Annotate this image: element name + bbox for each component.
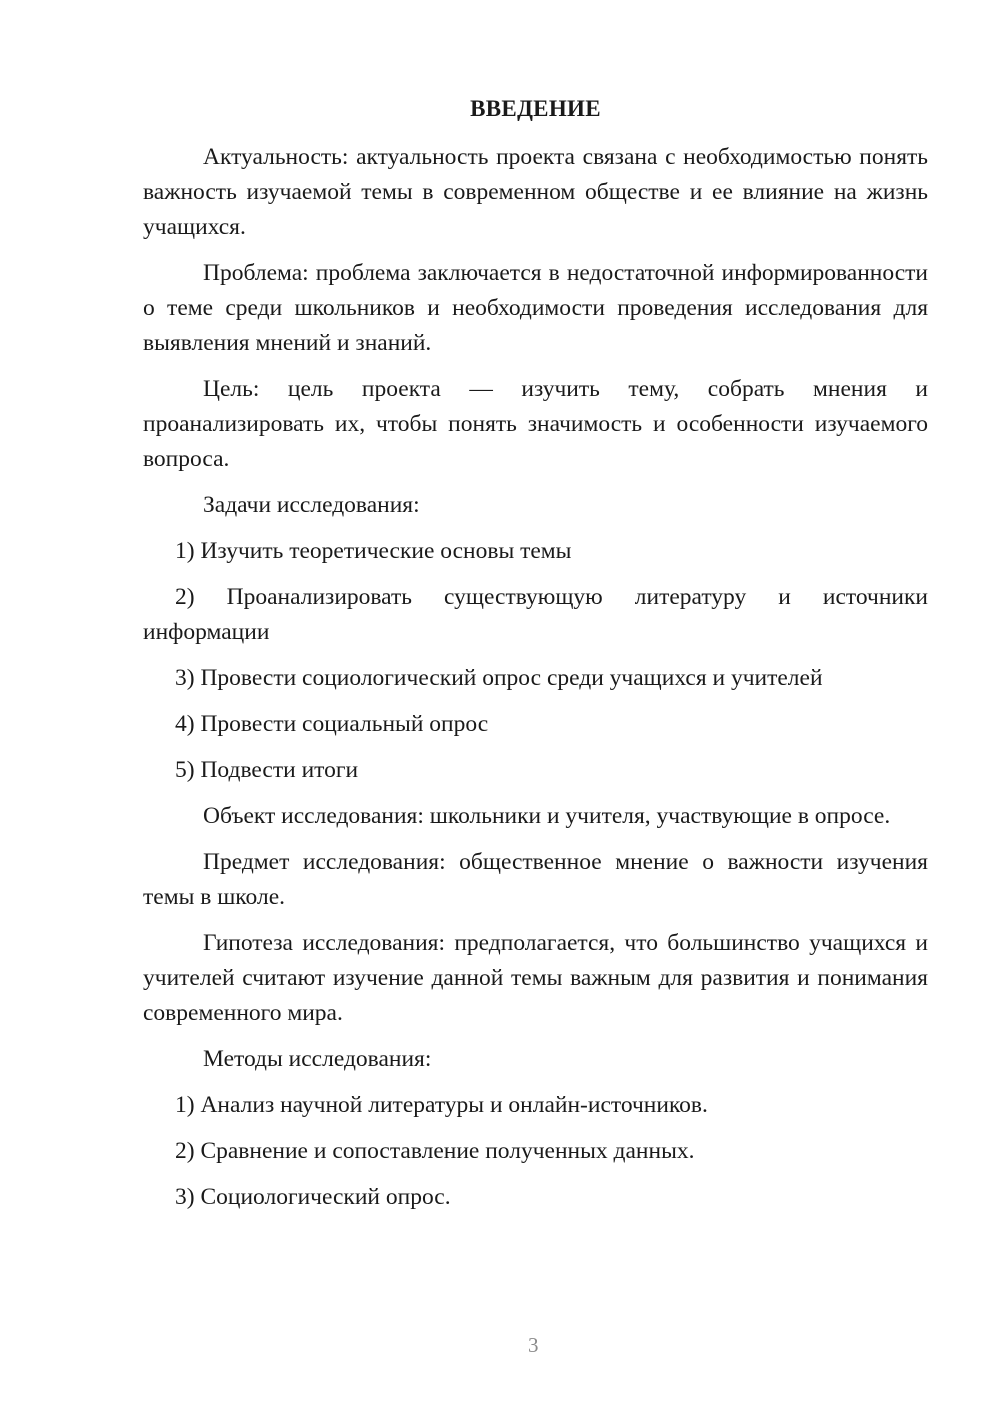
list-item-task-4: 4) Провести социальный опрос — [175, 711, 489, 737]
list-item-task-5: 5) Подвести итоги — [175, 757, 359, 783]
page-content — [143, 94, 928, 1226]
paragraph-methods-heading: Методы исследования: — [203, 1046, 432, 1072]
list-item-method-2: 2) Сравнение и сопоставление полученных данных. — [175, 1138, 695, 1164]
page-title: ВВЕДЕНИЕ — [470, 96, 601, 121]
paragraph-object: Объект исследования: школьники и учителя, участвующие в опросе. — [203, 803, 891, 829]
paragraph-relevance: Актуальность: актуальность проекта связана с необходимостью понять важность изучаемой темы в современном обществе и ее влияние на жизнь учащихся. — [143, 144, 928, 240]
page-number: 3 — [528, 1333, 539, 1357]
list-item-method-1: 1) Анализ научной литературы и онлайн-источников. — [175, 1092, 708, 1118]
list-item-task-1: 1) Изучить теоретические основы темы — [175, 538, 572, 564]
list-item-task-2: 2) Проанализировать существующую литературу и источники информации — [143, 584, 928, 645]
paragraph-problem: Проблема: проблема заключается в недостаточной информированности о теме среди школьников и необходимости проведения исследования для выявления мнений и знаний. — [143, 260, 928, 356]
paragraph-goal: Цель: цель проекта — изучить тему, собрать мнения и проанализировать их, чтобы понять значимость и особенности изучаемого вопроса. — [143, 376, 928, 472]
list-item-task-3: 3) Провести социологический опрос среди учащихся и учителей — [175, 665, 823, 691]
paragraph-hypothesis: Гипотеза исследования: предполагается, что большинство учащихся и учителей считают изучение данной темы важным для развития и понимания современного мира. — [143, 930, 928, 1026]
paragraph-subject: Предмет исследования: общественное мнение о важности изучения темы в школе. — [143, 849, 928, 910]
list-item-method-3: 3) Социологический опрос. — [175, 1184, 451, 1210]
paragraph-tasks-heading: Задачи исследования: — [203, 492, 420, 518]
